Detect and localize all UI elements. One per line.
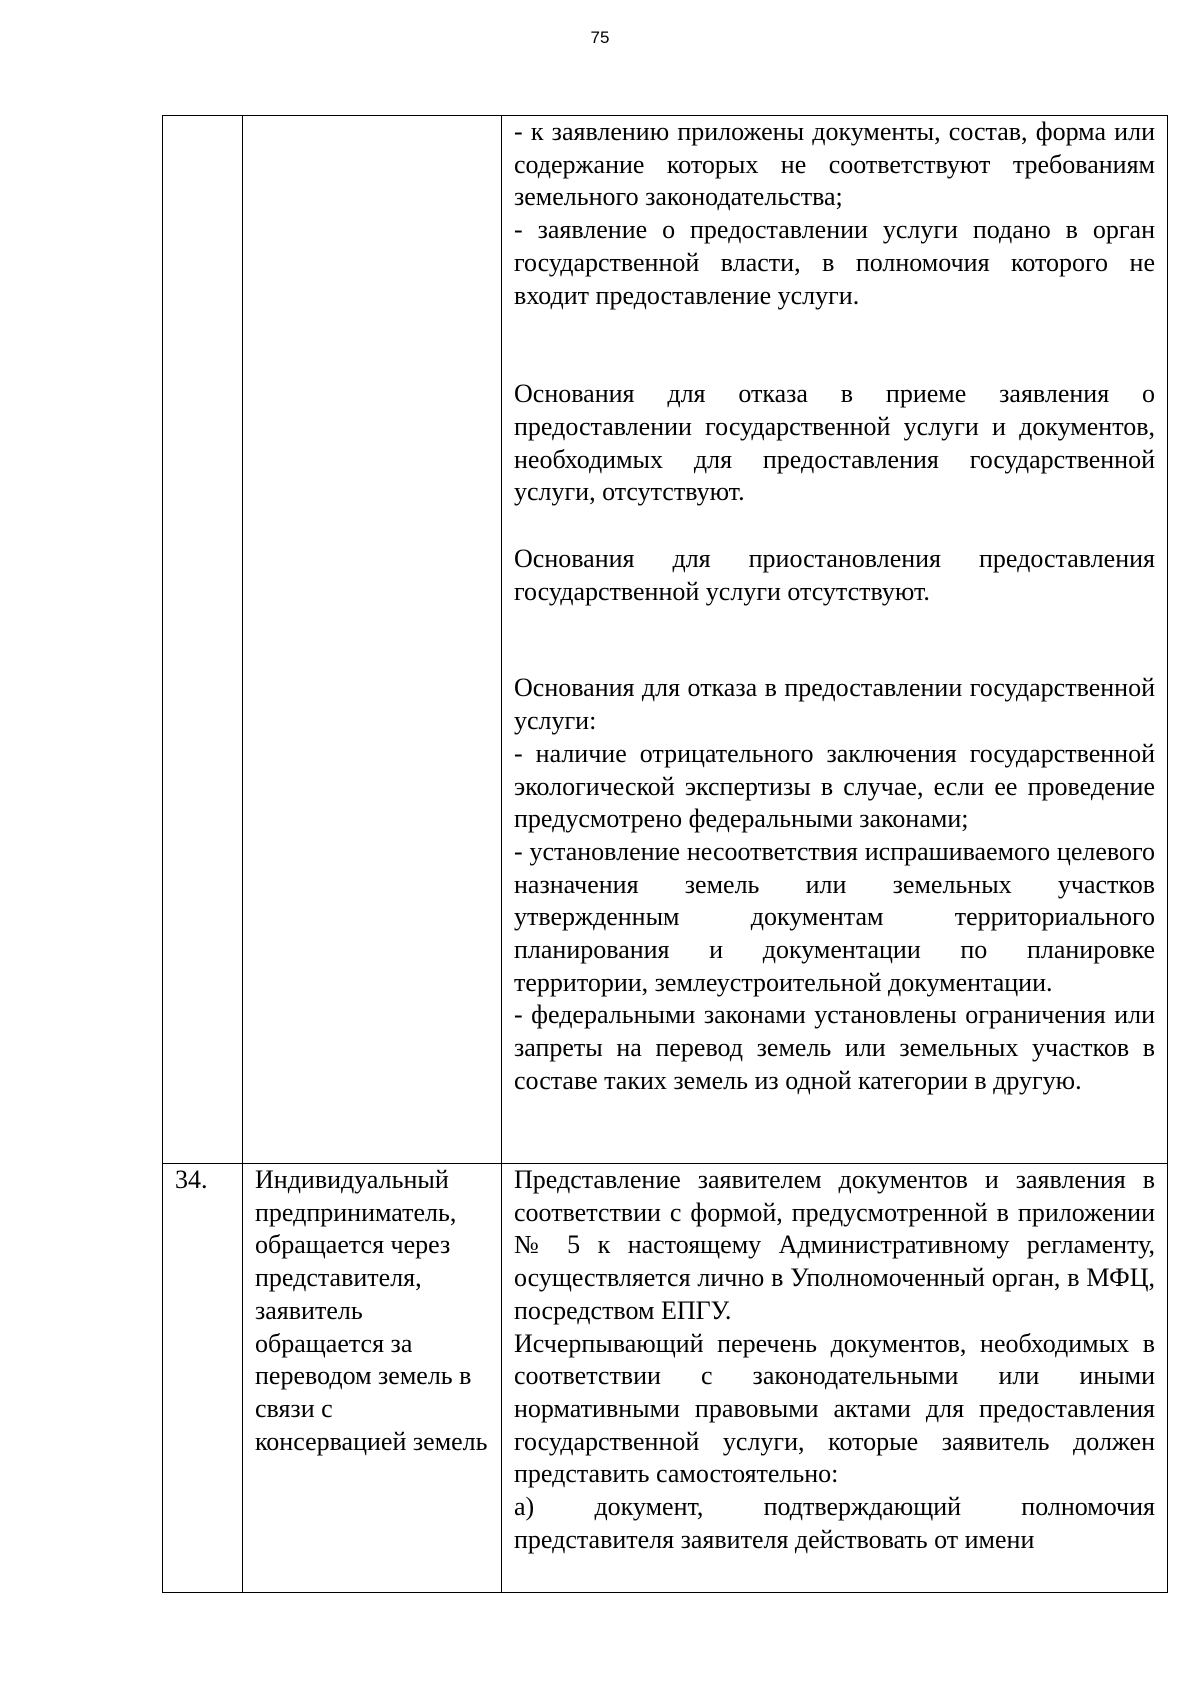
table-row bbox=[163, 1164, 1168, 1593]
page-number: 75 bbox=[590, 28, 610, 47]
paragraph: - установление несоответствия испрашиваемого целевого назначения земель или земельных участков утвержденным документам территориального планирования и документации по планировке территории, землеустроительной документации. bbox=[514, 836, 1155, 997]
paragraph: Основания для отказа в предоставлении государственной услуги: bbox=[514, 673, 1155, 736]
paragraph: а) документ, подтверждающий полномочия представителя заявителя действовать от имени bbox=[514, 1492, 1155, 1554]
row-number-cell bbox=[163, 1164, 243, 1593]
applicant-text: Индивидуальный предприниматель, обращается через представителя, заявитель обращается за переводом земель в связи с консервацией земель bbox=[255, 1165, 488, 1456]
paragraph: Основания для приостановления предоставления государственной услуги отсутствуют. bbox=[514, 544, 1155, 606]
description-cell bbox=[502, 116, 1168, 1164]
paragraph: Представление заявителем документов и заявления в соответствии с формой, предусмотренной в приложении № 5 к настоящему Административному регламенту, осуществляется лично в Уполномоченный орган, в МФЦ, посредством ЕПГУ. bbox=[514, 1165, 1155, 1325]
paragraph: - заявление о предоставлении услуги подано в орган государственной власти, в полномочия которого не входит предоставление услуги. bbox=[514, 215, 1155, 310]
paragraph: - наличие отрицательного заключения государственной экологической экспертизы в случае, если ее проведение предусмотрено федеральными законами; bbox=[514, 738, 1155, 834]
row-number: 34. bbox=[175, 1165, 208, 1194]
applicant-cell bbox=[243, 1164, 502, 1593]
paragraph: - к заявлению приложены документы, состав, форма или содержание которых не соответствуют требованиям земельного законодательства; bbox=[514, 117, 1155, 212]
description-cell bbox=[502, 1164, 1168, 1593]
regulation-table bbox=[162, 115, 1168, 1593]
paragraph: Основания для отказа в приеме заявления о предоставлении государственной услуги и документов, необходимых для предоставления государственной услуги, отсутствуют. bbox=[514, 379, 1155, 507]
table-row bbox=[163, 116, 1168, 1164]
paragraph: - федеральными законами установлены ограничения или запреты на перевод земель или земельных участков в составе таких земель из одной категории в другую. bbox=[514, 1000, 1155, 1095]
applicant-cell bbox=[243, 116, 502, 1164]
paragraph: Исчерпывающий перечень документов, необходимых в соответствии с законодательными или иными нормативными правовыми актами для предоставления государственной услуги, которые заявитель должен представить самостоятельно: bbox=[514, 1328, 1155, 1489]
row-number-cell bbox=[163, 116, 243, 1164]
